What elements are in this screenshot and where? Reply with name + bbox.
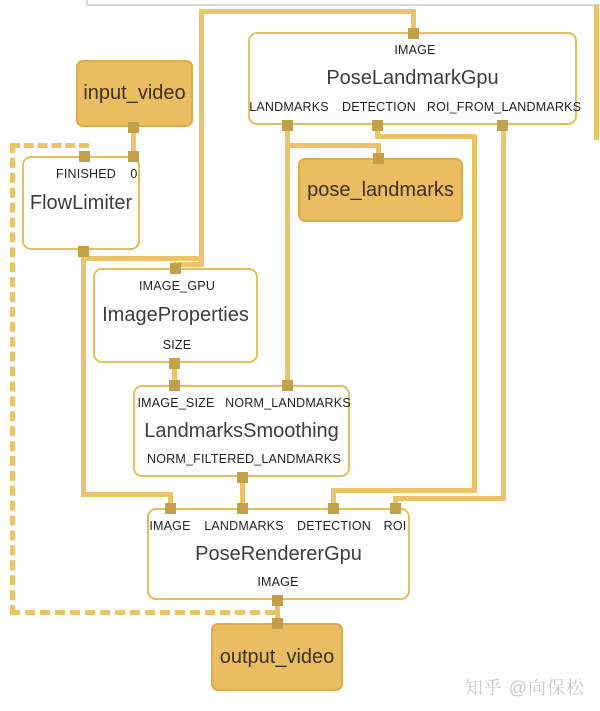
port xyxy=(373,153,384,164)
stream-label-0: 0 xyxy=(130,167,138,181)
port xyxy=(237,472,248,483)
node-title-image-properties: ImageProperties xyxy=(102,304,249,326)
edge-segment-dashed xyxy=(10,143,89,148)
port xyxy=(170,263,181,274)
port xyxy=(497,120,508,131)
port xyxy=(272,618,283,629)
watermark: 知乎 @向保松 xyxy=(464,678,585,698)
stream-label-roi: ROI xyxy=(383,519,407,533)
node-title-input-video: input_video xyxy=(83,82,186,104)
edge-segment xyxy=(81,251,86,497)
node-pose-renderer-gpu[interactable] xyxy=(147,508,410,600)
edge-segment xyxy=(285,143,381,148)
node-input-video[interactable] xyxy=(76,60,193,127)
edge-segment-dashed xyxy=(10,610,275,615)
node-flow-limiter[interactable] xyxy=(22,156,140,250)
edge-segment-dashed xyxy=(10,143,15,615)
canvas-border-line xyxy=(86,4,600,6)
port xyxy=(128,151,139,162)
port xyxy=(282,120,293,131)
stream-label-norm-landmarks: NORM_LANDMARKS xyxy=(225,396,351,410)
node-title-pose-renderer-gpu: PoseRendererGpu xyxy=(195,542,362,565)
stream-label-image-gpu: IMAGE_GPU xyxy=(138,279,216,293)
stream-label-finished: FINISHED xyxy=(56,167,116,181)
node-title-pose-landmarks: pose_landmarks xyxy=(307,178,454,201)
port xyxy=(165,503,176,514)
port xyxy=(169,358,180,369)
edge-segment xyxy=(81,256,204,261)
stream-label-landmarks: LANDMARKS xyxy=(249,100,329,114)
port xyxy=(328,503,339,514)
node-output-video[interactable] xyxy=(211,623,343,691)
port xyxy=(372,120,383,131)
stream-label-image: IMAGE xyxy=(257,575,299,589)
edge-segment xyxy=(393,496,504,501)
edge-segment xyxy=(81,492,173,497)
stream-label-image: IMAGE xyxy=(394,43,436,57)
port xyxy=(78,246,89,257)
node-image-properties[interactable] xyxy=(93,268,258,363)
edge-segment xyxy=(199,9,204,262)
port xyxy=(408,28,419,39)
stream-label-norm-filtered-landmarks: NORM_FILTERED_LANDMARKS xyxy=(147,452,341,466)
stream-label-size: SIZE xyxy=(162,338,192,352)
stream-label-image: IMAGE xyxy=(149,519,191,533)
node-pose-landmarks[interactable] xyxy=(298,158,463,222)
stream-label-landmarks: LANDMARKS xyxy=(204,519,284,533)
edge-segment xyxy=(375,134,477,139)
node-landmarks-smoothing[interactable] xyxy=(133,385,350,477)
port xyxy=(237,503,248,514)
edge-segment xyxy=(199,9,416,14)
node-title-output-video: output_video xyxy=(219,645,335,668)
edge-segment xyxy=(594,5,599,140)
stream-label-image-size: IMAGE_SIZE xyxy=(137,396,215,410)
edge-segment xyxy=(472,134,477,493)
port xyxy=(390,503,401,514)
stream-label-detection: DETECTION xyxy=(341,100,417,114)
node-title-flow-limiter: FlowLimiter xyxy=(29,191,133,214)
port xyxy=(79,151,90,162)
edge-segment xyxy=(285,125,290,387)
stream-label-detection: DETECTION xyxy=(296,519,372,533)
edge-segment xyxy=(331,488,477,493)
stream-label-roi-from-landmarks: ROI_FROM_LANDMARKS xyxy=(426,100,582,114)
node-title-pose-landmark-gpu: PoseLandmarkGpu xyxy=(326,67,499,89)
node-title-landmarks-smoothing: LandmarksSmoothing xyxy=(144,419,339,442)
port xyxy=(128,122,139,133)
node-pose-landmark-gpu[interactable] xyxy=(248,32,582,125)
port xyxy=(272,595,283,606)
port xyxy=(169,380,180,391)
port xyxy=(282,380,293,391)
edge-segment xyxy=(501,125,506,501)
